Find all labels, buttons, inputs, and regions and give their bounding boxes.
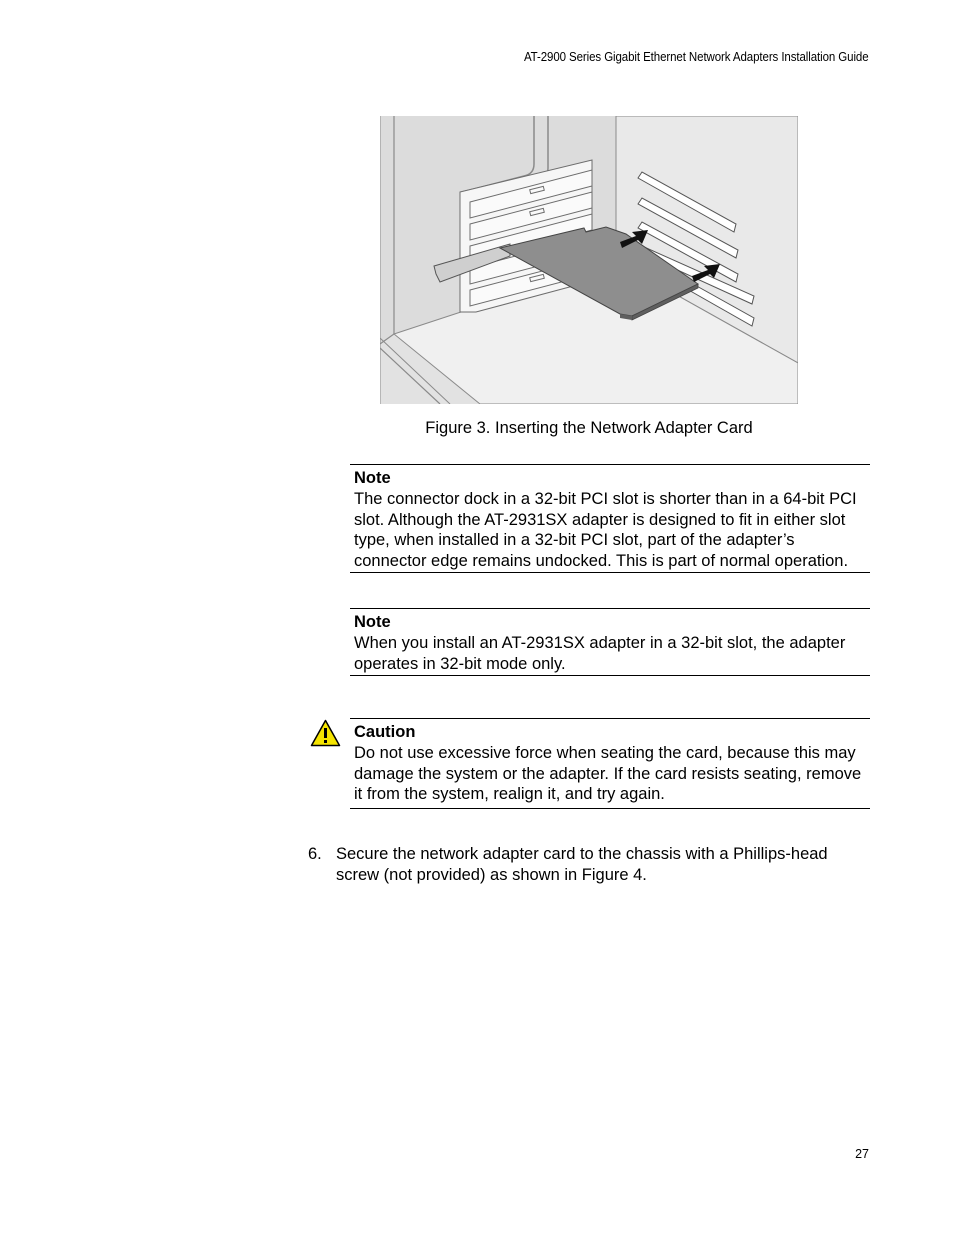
caution-title: Caution bbox=[354, 723, 416, 741]
note-text: When you install an AT-2931SX adapter in a 32-bit slot, the adapter operates in 32-bit mode only. bbox=[354, 634, 846, 673]
note-title: Note bbox=[354, 469, 391, 487]
note-box-1 bbox=[350, 464, 870, 573]
note-text: The connector dock in a 32-bit PCI slot is shorter than in a 64-bit PCI slot. Although the AT-2931SX adapter is designed to fit in either slot type, when installed in a 32-bit PCI slot, part of the adapter’s connector edge remains undocked. This is part of normal operation. bbox=[354, 490, 857, 570]
page-number: 27 bbox=[855, 1147, 869, 1161]
caution-text: Do not use excessive force when seating the card, because this may damage the system or the adapter. If the card resists seating, remove it from the system, realign it, and try again. bbox=[354, 744, 862, 803]
note-title: Note bbox=[354, 613, 391, 631]
running-header: AT-2900 Series Gigabit Ethernet Network Adapters Installation Guide bbox=[524, 50, 869, 64]
warning-triangle-icon bbox=[310, 719, 341, 747]
figure-inserting-adapter bbox=[380, 116, 798, 404]
procedure-step bbox=[308, 844, 868, 886]
figure-caption: Figure 3. Inserting the Network Adapter Card bbox=[425, 419, 753, 437]
step-text: Secure the network adapter card to the chassis with a Phillips-head screw (not provided) as shown in Figure 4. bbox=[336, 845, 828, 884]
note-box-2 bbox=[350, 608, 870, 676]
caution-box bbox=[350, 718, 870, 809]
step-number: 6. bbox=[308, 845, 322, 863]
